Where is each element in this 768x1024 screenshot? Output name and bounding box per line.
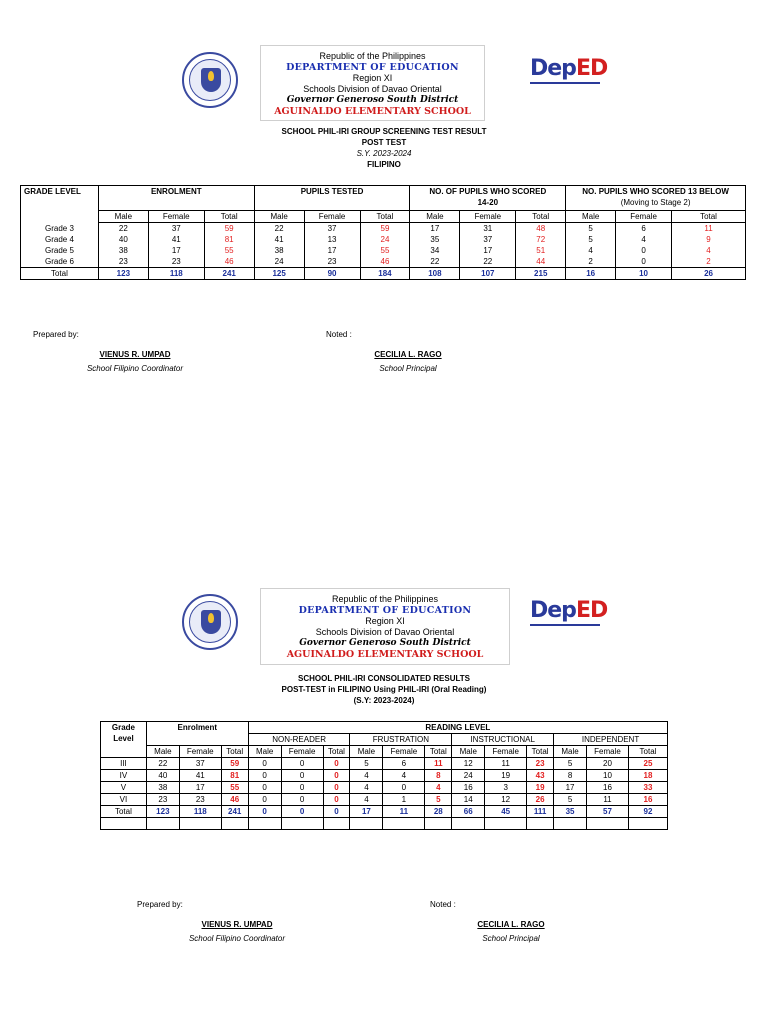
table-cell: 0 (281, 758, 323, 770)
table-cell: 16 (566, 268, 616, 280)
table-cell: 17 (148, 245, 204, 256)
division-text: Schools Division of Davao Oriental (315, 627, 455, 637)
table-cell: 4 (616, 234, 672, 245)
table-cell: 18 (628, 770, 667, 782)
table-total-row (101, 806, 668, 818)
subheader-female: Female (616, 211, 672, 223)
table-cell: 45 (485, 806, 527, 818)
table-cell: 215 (516, 268, 566, 280)
table-cell: 23 (98, 256, 148, 268)
table-row (21, 223, 746, 235)
table-cell: 35 (554, 806, 587, 818)
table-cell: 38 (146, 782, 179, 794)
republic-text: Republic of the Philippines (319, 51, 426, 61)
report2-subtitle: POST-TEST in FILIPINO Using PHIL-IRI (Oral Reading) (281, 685, 487, 694)
table-header-row (21, 186, 746, 211)
table-empty-row (101, 818, 668, 830)
col-non-reader: NON-READER (248, 734, 350, 746)
table-cell: 118 (148, 268, 204, 280)
subheader-female: Female (281, 746, 323, 758)
table-cell: 59 (204, 223, 254, 235)
row-label: VI (101, 794, 147, 806)
table-cell: 123 (146, 806, 179, 818)
table-cell: 0 (281, 806, 323, 818)
table-cell: 46 (360, 256, 410, 268)
col-instructional: INSTRUCTIONAL (452, 734, 554, 746)
table-cell: 0 (248, 806, 281, 818)
table-cell: 4 (383, 770, 425, 782)
republic-text: Republic of the Philippines (331, 594, 439, 604)
subheader-total: Total (527, 746, 554, 758)
table-cell: 23 (148, 256, 204, 268)
table-cell: 90 (304, 268, 360, 280)
table-row (21, 245, 746, 256)
table-cell: 34 (410, 245, 460, 256)
preparer-role: School Filipino Coordinator (86, 364, 184, 373)
report1-subtitle: POST TEST (361, 138, 407, 147)
table-cell: 43 (527, 770, 554, 782)
table-cell: 37 (179, 758, 221, 770)
noted-label: Noted : (326, 330, 352, 339)
table-cell: 51 (516, 245, 566, 256)
empty-cell (485, 818, 527, 830)
report1-title: SCHOOL PHIL-IRI GROUP SCREENING TEST RESULT (281, 127, 487, 136)
subheader-male: Male (350, 746, 383, 758)
empty-cell (101, 818, 147, 830)
col-pupils-tested: PUPILS TESTED (254, 186, 410, 211)
col-reading-level: READING LEVEL (248, 722, 667, 734)
table-cell: 24 (360, 234, 410, 245)
table-cell: 11 (485, 758, 527, 770)
department-text: DEPARTMENT OF EDUCATION (286, 62, 459, 73)
col-scored-13-below: NO. PUPILS WHO SCORED 13 BELOW (Moving to Stage 2) (566, 186, 746, 211)
subheader-male: Male (254, 211, 304, 223)
subheader-male: Male (452, 746, 485, 758)
table-cell: 5 (566, 223, 616, 235)
division-text: Schools Division of Davao Oriental (303, 84, 442, 94)
preparer-name: VIENUS R. UMPAD (201, 920, 273, 929)
empty-cell (452, 818, 485, 830)
report2-school-year: (S.Y: 2023-2024) (353, 696, 415, 705)
noter-name: CECILIA L. RAGO (374, 350, 442, 359)
table-cell: 23 (146, 794, 179, 806)
empty-cell (281, 818, 323, 830)
table-cell: 118 (179, 806, 221, 818)
table-cell: 4 (672, 245, 746, 256)
row-label: V (101, 782, 147, 794)
table-cell: 16 (628, 794, 667, 806)
table-row (21, 256, 746, 268)
table-cell: 8 (425, 770, 452, 782)
table-cell: 55 (221, 782, 248, 794)
table-cell: 8 (554, 770, 587, 782)
empty-cell (179, 818, 221, 830)
table-cell: 92 (628, 806, 667, 818)
table-cell: 66 (452, 806, 485, 818)
table-cell: 11 (425, 758, 452, 770)
table-cell: 107 (460, 268, 516, 280)
table-cell: 0 (281, 794, 323, 806)
table-row (101, 770, 668, 782)
table-cell: 4 (350, 794, 383, 806)
table-cell: 111 (527, 806, 554, 818)
table-cell: 33 (628, 782, 667, 794)
table-cell: 25 (628, 758, 667, 770)
row-label: IV (101, 770, 147, 782)
table-cell: 11 (383, 806, 425, 818)
table-cell: 0 (248, 770, 281, 782)
table-cell: 4 (350, 770, 383, 782)
table-cell: 17 (350, 806, 383, 818)
table-cell: 17 (410, 223, 460, 235)
table-cell: 23 (304, 256, 360, 268)
prepared-by-label: Prepared by: (137, 900, 183, 909)
table-row (101, 782, 668, 794)
subheader-male: Male (554, 746, 587, 758)
subheader-total: Total (323, 746, 350, 758)
table-cell: 19 (527, 782, 554, 794)
table-cell: 23 (179, 794, 221, 806)
table-cell: 37 (460, 234, 516, 245)
noted-label: Noted : (430, 900, 456, 909)
noter-name: CECILIA L. RAGO (477, 920, 545, 929)
subheader-female: Female (587, 746, 629, 758)
table-cell: 5 (554, 794, 587, 806)
table-cell: 38 (98, 245, 148, 256)
table-cell: 24 (452, 770, 485, 782)
table-cell: 108 (410, 268, 460, 280)
table-cell: 40 (98, 234, 148, 245)
table-cell: 5 (554, 758, 587, 770)
subheader-female: Female (383, 746, 425, 758)
table-cell: 41 (254, 234, 304, 245)
deped-seal-icon (182, 594, 238, 650)
table-cell: 6 (383, 758, 425, 770)
report2-title: SCHOOL PHIL-IRI CONSOLIDATED RESULTS (297, 674, 470, 683)
table-cell: 2 (672, 256, 746, 268)
table-cell: 22 (460, 256, 516, 268)
subheader-female: Female (304, 211, 360, 223)
row-label: Total (21, 268, 99, 280)
subheader-total: Total (628, 746, 667, 758)
table-cell: 23 (527, 758, 554, 770)
empty-cell (221, 818, 248, 830)
empty-cell (323, 818, 350, 830)
col-independent: INDEPENDENT (554, 734, 668, 746)
col-grade-level: Grade Level (101, 722, 147, 758)
district-text: Governor Generoso South District (299, 638, 471, 648)
letterhead (260, 588, 510, 665)
row-label: Grade 6 (21, 256, 99, 268)
table-cell: 0 (616, 256, 672, 268)
row-label: Total (101, 806, 147, 818)
subheader-male: Male (98, 211, 148, 223)
subheader-total: Total (204, 211, 254, 223)
table-cell: 46 (221, 794, 248, 806)
table-cell: 59 (221, 758, 248, 770)
table-cell: 3 (485, 782, 527, 794)
table-cell: 0 (281, 770, 323, 782)
prepared-by-label: Prepared by: (33, 330, 79, 339)
table-cell: 81 (204, 234, 254, 245)
table-cell: 10 (587, 770, 629, 782)
table-cell: 241 (204, 268, 254, 280)
subheader-male: Male (146, 746, 179, 758)
table-row (101, 758, 668, 770)
school-name: AGUINALDO ELEMENTARY SCHOOL (286, 649, 484, 660)
table-cell: 0 (323, 782, 350, 794)
table-cell: 17 (304, 245, 360, 256)
table-cell: 19 (485, 770, 527, 782)
empty-cell (146, 818, 179, 830)
table-cell: 31 (460, 223, 516, 235)
table-cell: 16 (452, 782, 485, 794)
table-cell: 4 (350, 782, 383, 794)
table-cell: 41 (148, 234, 204, 245)
table-cell: 10 (616, 268, 672, 280)
report1-subject: FILIPINO (367, 160, 401, 169)
col-enrolment: Enrolment (146, 722, 248, 746)
table-cell: 125 (254, 268, 304, 280)
table-cell: 5 (566, 234, 616, 245)
table-cell: 22 (254, 223, 304, 235)
table-row (101, 794, 668, 806)
table-cell: 11 (672, 223, 746, 235)
table-cell: 24 (254, 256, 304, 268)
row-label: Grade 3 (21, 223, 99, 235)
region-text: Region XI (365, 616, 405, 626)
table-subheader-row (21, 211, 746, 223)
table-cell: 11 (587, 794, 629, 806)
table-cell: 81 (221, 770, 248, 782)
table-cell: 0 (383, 782, 425, 794)
table-cell: 22 (410, 256, 460, 268)
table-cell: 12 (452, 758, 485, 770)
table-cell: 0 (323, 758, 350, 770)
empty-cell (587, 818, 629, 830)
table-cell: 0 (281, 782, 323, 794)
subheader-male: Male (566, 211, 616, 223)
subheader-female: Female (485, 746, 527, 758)
table-subheader-row (101, 746, 668, 758)
subheader-total: Total (425, 746, 452, 758)
empty-cell (628, 818, 667, 830)
subheader-male: Male (248, 746, 281, 758)
table-cell: 184 (360, 268, 410, 280)
table-cell: 48 (516, 223, 566, 235)
table-cell: 12 (485, 794, 527, 806)
table-cell: 4 (425, 782, 452, 794)
subheader-female: Female (460, 211, 516, 223)
row-label: Grade 5 (21, 245, 99, 256)
preparer-role: School Filipino Coordinator (188, 934, 286, 943)
col-grade-level: GRADE LEVEL (21, 186, 99, 223)
table-cell: 26 (527, 794, 554, 806)
report1-school-year: S.Y. 2023-2024 (356, 149, 412, 158)
table-cell: 37 (148, 223, 204, 235)
screening-result-table (20, 185, 746, 280)
noter-role: School Principal (379, 364, 437, 373)
table-cell: 46 (204, 256, 254, 268)
col-frustration: FRUSTRATION (350, 734, 452, 746)
empty-cell (383, 818, 425, 830)
table-row (21, 234, 746, 245)
consolidated-results-table (100, 721, 668, 830)
subheader-male: Male (410, 211, 460, 223)
table-cell: 38 (254, 245, 304, 256)
row-label: Grade 4 (21, 234, 99, 245)
table-cell: 17 (554, 782, 587, 794)
subheader-female: Female (179, 746, 221, 758)
table-cell: 55 (360, 245, 410, 256)
table-cell: 28 (425, 806, 452, 818)
table-cell: 2 (566, 256, 616, 268)
table-cell: 5 (425, 794, 452, 806)
subheader-total: Total (360, 211, 410, 223)
empty-cell (425, 818, 452, 830)
table-cell: 55 (204, 245, 254, 256)
table-cell: 0 (248, 794, 281, 806)
table-cell: 16 (587, 782, 629, 794)
empty-cell (527, 818, 554, 830)
table-cell: 17 (179, 782, 221, 794)
table-cell: 26 (672, 268, 746, 280)
col-scored-14-20: NO. OF PUPILS WHO SCORED 14-20 (410, 186, 566, 211)
preparer-name: VIENUS R. UMPAD (99, 350, 171, 359)
empty-cell (554, 818, 587, 830)
subheader-total: Total (672, 211, 746, 223)
subheader-total: Total (516, 211, 566, 223)
subheader-female: Female (148, 211, 204, 223)
subheader-total: Total (221, 746, 248, 758)
table-cell: 123 (98, 268, 148, 280)
table-cell: 22 (98, 223, 148, 235)
deped-seal-icon (182, 52, 238, 108)
letterhead (260, 45, 485, 121)
table-cell: 72 (516, 234, 566, 245)
table-cell: 5 (350, 758, 383, 770)
table-cell: 0 (323, 770, 350, 782)
table-cell: 6 (616, 223, 672, 235)
table-cell: 57 (587, 806, 629, 818)
empty-cell (248, 818, 281, 830)
district-text: Governor Generoso South District (286, 95, 459, 105)
table-cell: 35 (410, 234, 460, 245)
table-cell: 17 (460, 245, 516, 256)
table-cell: 0 (248, 758, 281, 770)
table-cell: 22 (146, 758, 179, 770)
school-name: AGUINALDO ELEMENTARY SCHOOL (274, 106, 471, 117)
table-cell: 0 (323, 794, 350, 806)
table-cell: 1 (383, 794, 425, 806)
table-cell: 13 (304, 234, 360, 245)
table-cell: 241 (221, 806, 248, 818)
table-cell: 0 (248, 782, 281, 794)
table-cell: 59 (360, 223, 410, 235)
table-header-row (101, 722, 668, 734)
table-cell: 44 (516, 256, 566, 268)
row-label: III (101, 758, 147, 770)
table-total-row (21, 268, 746, 280)
col-enrolment: ENROLMENT (98, 186, 254, 211)
table-cell: 0 (323, 806, 350, 818)
table-cell: 37 (304, 223, 360, 235)
department-text: DEPARTMENT OF EDUCATION (298, 605, 472, 616)
table-cell: 0 (616, 245, 672, 256)
table-cell: 9 (672, 234, 746, 245)
noter-role: School Principal (482, 934, 540, 943)
region-text: Region XI (352, 73, 393, 83)
table-cell: 20 (587, 758, 629, 770)
table-cell: 40 (146, 770, 179, 782)
deped-logo: DepED (530, 598, 607, 626)
table-cell: 41 (179, 770, 221, 782)
empty-cell (350, 818, 383, 830)
table-cell: 4 (566, 245, 616, 256)
deped-logo: DepED (530, 56, 607, 84)
table-cell: 14 (452, 794, 485, 806)
